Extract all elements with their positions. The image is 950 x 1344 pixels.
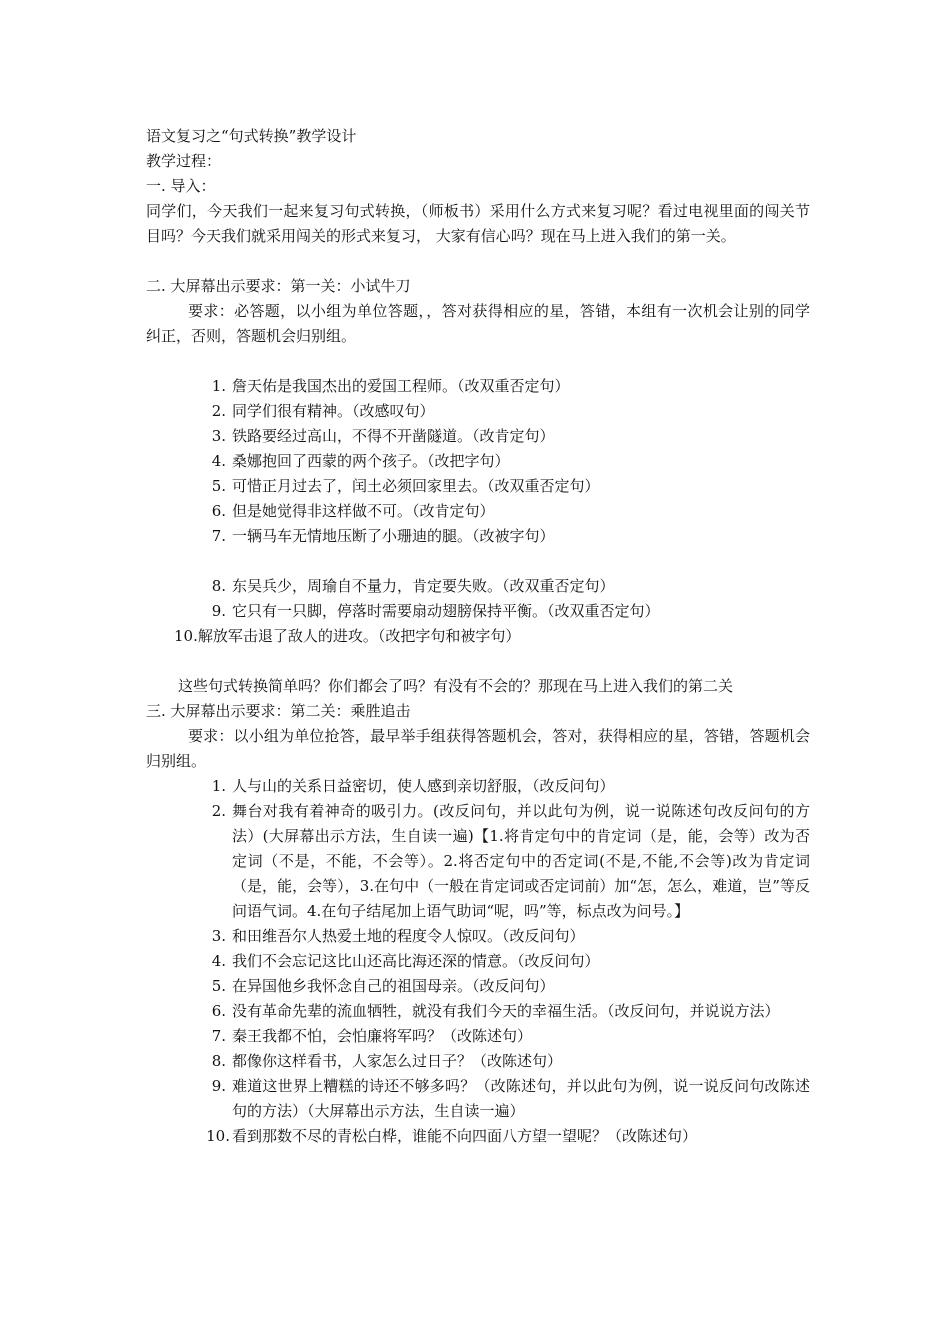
list-item xyxy=(146,374,810,399)
list-item xyxy=(146,599,810,624)
list-item xyxy=(146,499,810,524)
list-item xyxy=(146,974,810,999)
list-item xyxy=(146,774,810,799)
item-text: 东吴兵少，周瑜自不量力，肯定要失败。（改双重否定句） xyxy=(232,577,615,595)
item-number: 8. xyxy=(211,577,226,595)
list-item xyxy=(146,949,810,974)
item-text: 桑娜抱回了西蒙的两个孩子。（改把字句） xyxy=(232,452,510,470)
item-number: 7. xyxy=(211,527,226,545)
list-item xyxy=(146,474,810,499)
item-number: 10. xyxy=(206,1127,230,1145)
list-item xyxy=(146,999,810,1024)
item-text: 舞台对我有着神奇的吸引力。(改反问句，并以此句为例，说一说陈述句改反问句的方法）(大屏幕出示方法，生自读一遍)【1.将肯定句中的肯定词（是，能，会等）改为否定词（不是，不能，不会等）。2.将否定句中的否定词(不是,不能,不会等)改为肯定词（是，能，会等），3.在句中（一般在肯定词或否定词前）加“怎，怎么，难道，岂”等反问语气词。4.在句子结尾加上语气助词“呢，吗”等，标点改为问号。】 xyxy=(232,802,810,920)
section1-heading: 一. 导入： xyxy=(146,177,216,195)
item-number: 3. xyxy=(211,427,226,445)
item-text: 在异国他乡我怀念自己的祖国母亲。（改反问句） xyxy=(232,977,555,995)
list-item xyxy=(146,1024,810,1049)
list-item xyxy=(146,1124,810,1149)
list-item xyxy=(146,1074,810,1124)
item-number: 6. xyxy=(211,502,226,520)
process-label: 教学过程： xyxy=(146,152,222,170)
item-number: 6. xyxy=(211,1002,226,1020)
document-title: 语文复习之“句式转换”教学设计 xyxy=(146,127,357,145)
section2-question-list xyxy=(146,374,810,624)
section2-item-10: 10.解放军击退了敌人的进攻。（改把字句和被字句） xyxy=(174,627,521,645)
section2-requirement: 要求：必答题，以小组为单位答题，，答对获得相应的星，答错，本组有一次机会让别的同学纠正，否则，答题机会归别组。 xyxy=(146,302,810,345)
item-number: 7. xyxy=(211,1027,226,1045)
item-number: 9. xyxy=(211,602,226,620)
item-text: 它只有一只脚，停落时需要扇动翅膀保持平衡。（改双重否定句） xyxy=(232,602,660,620)
item-text: 可惜正月过去了，闰土必须回家里去。（改双重否定句） xyxy=(232,477,600,495)
list-item xyxy=(146,399,810,424)
item-number: 3. xyxy=(211,927,226,945)
item-number: 4. xyxy=(211,452,226,470)
section3-heading: 三. 大屏幕出示要求：第二关：乘胜追击 xyxy=(146,702,411,720)
item-text: 我们不会忘记这比山还高比海还深的情意。（改反问句） xyxy=(232,952,600,970)
list-item xyxy=(146,449,810,474)
item-text: 没有革命先辈的流血牺牲，就没有我们今天的幸福生活。（改反问句，并说说方法） xyxy=(232,1002,780,1020)
item-text: 铁路要经过高山，不得不开凿隧道。（改肯定句） xyxy=(232,427,555,445)
list-item xyxy=(146,799,810,924)
item-number: 1. xyxy=(211,377,226,395)
section2-heading: 二. 大屏幕出示要求：第一关：小试牛刀 xyxy=(146,277,411,295)
item-number: 9. xyxy=(211,1077,226,1095)
item-number: 5. xyxy=(211,977,226,995)
item-text: 詹天佑是我国杰出的爱国工程师。（改双重否定句） xyxy=(232,377,570,395)
document-body xyxy=(146,124,810,1149)
item-text: 都像你这样看书，人家怎么过日子？（改陈述句） xyxy=(232,1052,563,1070)
item-number: 1. xyxy=(211,777,226,795)
list-item xyxy=(146,574,810,599)
item-number: 8. xyxy=(211,1052,226,1070)
section1-body: 同学们，今天我们一起来复习句式转换，（师板书）采用什么方式来复习呢？看过电视里面的闯关节目吗？今天我们就采用闯关的形式来复习， 大家有信心吗？现在马上进入我们的第一关。 xyxy=(146,202,810,245)
item-text: 和田维吾尔人热爱土地的程度令人惊叹。（改反问句） xyxy=(232,927,585,945)
item-text: 同学们很有精神。（改感叹句） xyxy=(232,402,435,420)
section3-question-list xyxy=(146,774,810,1149)
item-text: 人与山的关系日益密切，使人感到亲切舒服，（改反问句） xyxy=(232,777,615,795)
item-number: 5. xyxy=(211,477,226,495)
item-text: 看到那数不尽的青松白桦，谁能不向四面八方望一望呢？（改陈述句） xyxy=(232,1127,698,1145)
list-item xyxy=(146,1049,810,1074)
section3-requirement: 要求：以小组为单位抢答，最早举手组获得答题机会，答对，获得相应的星，答错，答题机会归别组。 xyxy=(146,727,810,770)
item-number: 2. xyxy=(211,802,226,820)
list-item xyxy=(146,524,810,549)
item-number: 4. xyxy=(211,952,226,970)
item-number: 2. xyxy=(211,402,226,420)
item-text: 难道这世界上糟糕的诗还不够多吗？（改陈述句，并以此句为例，说一说反问句改陈述句的方法）（大屏幕出示方法，生自读一遍） xyxy=(232,1077,810,1120)
item-text: 但是她觉得非这样做不可。（改肯定句） xyxy=(232,502,495,520)
item-text: 一辆马车无情地压断了小珊迪的腿。（改被字句） xyxy=(232,527,555,545)
section2-transition: 这些句式转换简单吗？你们都会了吗？有没有不会的？那现在马上进入我们的第二关 xyxy=(178,677,734,695)
list-item xyxy=(146,924,810,949)
list-item xyxy=(146,424,810,449)
item-text: 秦王我都不怕，会怕廉将军吗？（改陈述句） xyxy=(232,1027,533,1045)
